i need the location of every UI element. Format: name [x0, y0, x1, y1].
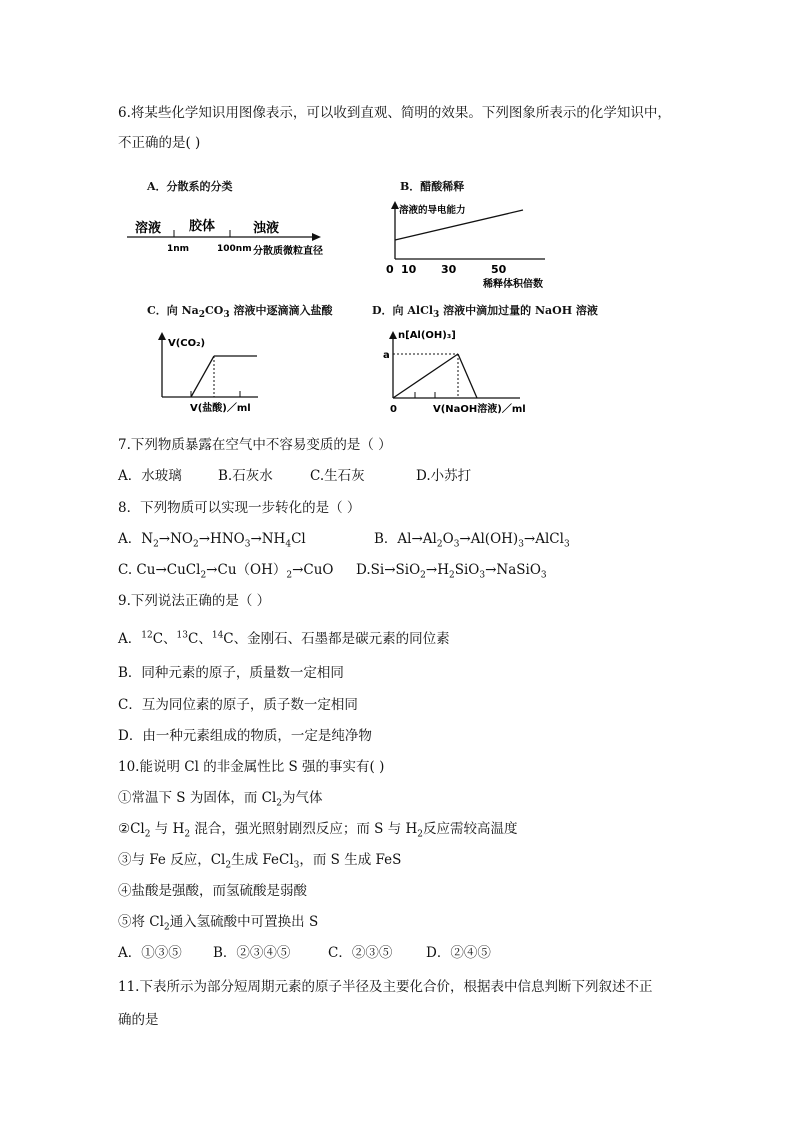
q10-option-b: B．②③④⑤	[213, 945, 291, 961]
fig-b-label: B．醋酸稀释	[400, 180, 465, 193]
q7-stem: 7.下列物质暴露在空气中不容易变质的是（ ）	[118, 437, 392, 453]
fig-d-rising-line	[393, 354, 458, 398]
q9-stem: 9.下列说法正确的是（ ）	[118, 593, 271, 609]
fig-b-y-label: 溶液的导电能力	[399, 205, 466, 216]
q7-option-b: B.石灰水	[218, 468, 273, 484]
q10-statement-4: ④盐酸是强酸，而氢硫酸是弱酸	[118, 883, 307, 899]
fig-c-y-label: V(CO₂)	[168, 338, 206, 349]
fig-a-segment-colloid: 胶体	[189, 219, 216, 234]
q9-option-c: C．互为同位素的原子，质子数一定相同	[118, 697, 358, 713]
fig-c-x-label: V(盐酸)／ml	[190, 403, 251, 414]
fig-b-x-label: 稀释体积倍数	[483, 279, 543, 290]
q6-stem-line2: 不正确的是( )	[118, 135, 201, 151]
fig-c-rising-line	[191, 356, 214, 397]
fig-b-tick-10: 10	[401, 263, 417, 276]
q9-option-d: D．由一种元素组成的物质，一定是纯净物	[118, 728, 372, 744]
q10-statement-2: $②Cl_2$ 与 $H_2$ 混合，强光照射剧烈反应；而 S 与 $H_2$反应需较高温度	[118, 821, 518, 840]
q10-statement-3: ③与 Fe 反应，$Cl_2$生成 FeCl$_3$，而 S 生成 FeS	[118, 852, 402, 871]
q7-option-d: D.小苏打	[416, 468, 472, 484]
fig-d-y-tick-a: a	[383, 350, 390, 361]
fig-d-y-label: n[Al(OH)₃]	[398, 330, 456, 341]
fig-a-dispersion-diagram	[125, 210, 355, 265]
q10-stem: 10.能说明 Cl 的非金属性比 S 强的事实有( )	[118, 759, 385, 775]
q9-option-b: B．同种元素的原子，质量数一定相同	[118, 665, 344, 681]
q7-option-c: C.生石灰	[310, 468, 365, 484]
q9-option-a: A．$^{12}$C、$^{13}$C、$^{14}$C、金刚石、石墨都是碳元素的同位素	[118, 630, 450, 647]
fig-a-axis-label: 分散质微粒直径	[253, 246, 323, 257]
fig-b-tick-0: 0	[386, 263, 394, 276]
q10-statement-5: ⑤将 $Cl_2$通入氢硫酸中可置换出 S	[118, 914, 319, 933]
fig-c-co2-chart	[150, 325, 280, 417]
fig-b-tick-30: 30	[441, 263, 457, 276]
q10-statement-1: ①常温下 S 为固体，而 $Cl_2$为气体	[118, 790, 323, 809]
q10-option-c: C．②③⑤	[328, 945, 393, 961]
q11-stem-line1: 11.下表所示为部分短周期元素的原子半径及主要化合价，根据表中信息判断下列叙述不正	[118, 979, 653, 995]
q8-option-b: B．$Al\to Al_2O_3\to Al(OH)_3\to AlCl_3$	[374, 531, 570, 550]
q11-stem-line2: 确的是	[118, 1012, 159, 1028]
fig-a-tick-1nm: 1nm	[167, 244, 190, 254]
q8-option-a: A．$N_2\to NO_2\to HNO_3\to NH_4Cl$	[118, 531, 306, 550]
q8-stem: 8．下列物质可以实现一步转化的是（ ）	[118, 500, 361, 516]
fig-d-aloh3-chart	[380, 322, 540, 418]
fig-a-label: A．分散系的分类	[147, 180, 233, 193]
q10-option-d: D．②④⑤	[426, 945, 491, 961]
fig-d-origin: 0	[390, 404, 397, 415]
fig-b-dilution-chart	[383, 195, 583, 295]
fig-a-segment-suspension: 浊液	[253, 221, 280, 236]
fig-d-label: D．向 AlCl$_3$ 溶液中滴加过量的 NaOH 溶液	[372, 304, 598, 321]
q6-stem-line1: 6.将某些化学知识用图像表示，可以收到直观、简明的效果。下列图象所表示的化学知识中，	[118, 105, 671, 121]
fig-d-falling-line	[458, 354, 477, 398]
fig-d-x-label: V(NaOH溶液)／ml	[433, 404, 526, 415]
fig-c-label: C．向 $Na_2CO_3$ 溶液中逐滴滴入盐酸	[147, 304, 333, 321]
fig-a-tick-100nm: 100nm	[217, 244, 252, 254]
q8-option-c: C. $Cu\to CuCl_2\to Cu(OH)_2\to CuO$	[118, 562, 334, 581]
q8-option-d: $D.Si\to SiO_2\to H_2SiO_3\to NaSiO_3$	[356, 562, 547, 581]
q7-option-a: A．水玻璃	[118, 468, 182, 484]
fig-b-tick-50: 50	[491, 263, 507, 276]
fig-a-segment-solution: 溶液	[135, 221, 162, 236]
q10-option-a: A．①③⑤	[118, 945, 182, 961]
